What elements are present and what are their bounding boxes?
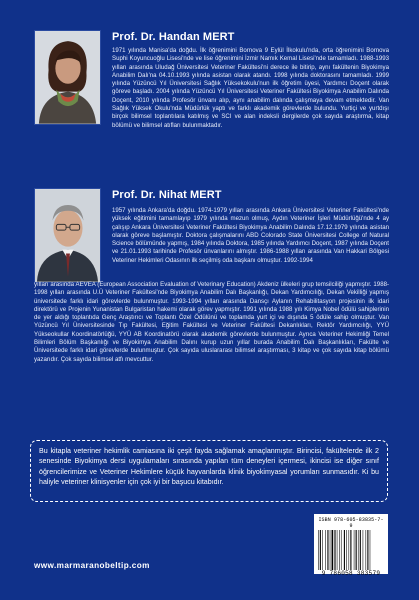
book-summary-box [30, 440, 388, 502]
isbn-number: 9 786058 383579 [321, 570, 381, 577]
barcode-bar [332, 530, 334, 570]
barcode-bar [358, 530, 359, 570]
publisher-website: www.marmaranobeltip.com [34, 561, 150, 570]
author-bio-nihat-mert-continued: yılları arasında AEVEA (European Association Evaluation of Veterinary Education) Akdeniz ülkeleri grup temsilciliği yapmıştır. 1988-1998 yılları arasında U.Ü Veteriner Fakültesi'nde Biyokimya Anabilim Dalı Başkanlığı, Dekan Yardımcılığı, Dekan Vekilliği yapmış üniversitede farklı idari görevlerde bulunmuştur. 1993-1994 yılları arasında Dansçı Aylanın Rehabilitasyon projesinin ilk idari direktörü ve Projenin Yunanistan Bulgaristan hakemi olarak görev yapmıştır. 1991 yılında 1988 yılı Kimya Nobel ödülü sahiplerinin de yer aldığı toplantıda Genç Araştırıcı ve Toplantı Özel Ödülünü ve toplamda yurt içi ve dışında 5 ödüle sahip olmuştur. Van Yüzüncü Yıl Üniversitesinde Tıp Fakültesi, Eğitim Fakültesi ve Veteriner Fakültesi Dekanlıkları, Rektör Yardımcılığı, YYÜ Yükseokullar Koordinatörlüğü, YYÜ AB Koordinatörü olarak akademik görevlerde bulunmuştur. Ayrıca Veteriner Hekimliği Temel Bilimleri Bölüm Başkanlığı ve Biyokimya Anabilim Dalını kurup uzun yıllar burada Anabilim Dalı Başkanlıkları, Fakülte ve Üniversitede farklı idari görevlerde bulunmuştur. Çok sayıda uluslararası bilimsel araştırması, 3 kitap ve çok sayıda kitap bölümü yazarıdır. Çok sayıda bilimsel atfı mevcuttur. [34, 281, 389, 363]
barcode-bar [349, 530, 350, 570]
barcode-bar [320, 530, 321, 570]
barcode-bar [318, 530, 319, 570]
barcode-bar [346, 530, 347, 570]
barcode-bar [344, 530, 345, 570]
author-photo-handan-mert [34, 30, 101, 125]
barcode-bar [356, 530, 357, 570]
barcode-bar [350, 530, 351, 570]
barcode-bar [339, 530, 340, 570]
barcode-bar [330, 530, 331, 570]
barcode-bar [367, 530, 368, 570]
barcode-bar [327, 530, 328, 570]
barcode-icon [317, 530, 385, 570]
author-bio-handan-mert: 1971 yılında Manisa'da doğdu. İlk öğrenimini Bornova 9 Eylül İlkokulu'nda, orta öğrenimini Bornova Suphi Koyuncuoğlu Lisesi'nde ve lise öğrenimini İzmir Namık Kemal Lisesi'nde tamamladı. 1988-1993 yılları arasında Uludağ Üniversitesi Veteriner Fakültesi'ni derece ile bitirip, aynı fakültenin Biyokimya Anabilim Dalı'na 04.10.1993 yılında asistan olarak atandı. 1998 yılında doktorasını tamamladı. 1999 yılında Yüzüncü Yıl Üniversitesi Sağlık Yüksekokulu'nun ilk öğretim üyesi, Yardımcı Doçent olarak göreve başladı. 2004 yılında Yüzüncü Yıl Üniversitesi Veteriner Fakültesi Biyokimya Anabilim Dalında Doçent, 2010 yılında Profesör ünvanı alıp, aynı anabilim dalında çalışmaya devam etmektedir. Van Sağlık Yüksek Okulu'nda Müdürlük yaptı ve farklı akademik görevlerde bulundu. Yurtiçi ve yurtdışı birçok bilimsel toplantılara katılmış ve SCI ve alan indeksli dergilerde çok sayıda araştırma, kitap bölümü ve bilimsel atıfları bulunmaktadır. [112, 47, 389, 129]
barcode-bar [337, 530, 338, 570]
portrait-image [35, 189, 100, 282]
barcode-bar [354, 530, 355, 570]
barcode-bar [370, 530, 371, 570]
barcode-bar [334, 530, 335, 570]
barcode-bar [366, 530, 367, 570]
author-name-handan-mert: Prof. Dr. Handan MERT [112, 31, 235, 43]
barcode-bar [360, 530, 361, 570]
author-bio-nihat-mert-top: 1957 yılında Ankara'da doğdu. 1974-1979 yılları arasında Ankara Üniversitesi Veteriner Fakültesi'nde yüksek eğitimini tamamlayıp 1979 yılında mezun olmuş, Aydın Veteriner İşleri Müdürlüğü'nde 4 ay çalışıp Ankara Üniversitesi Veteriner Fakültesi Biyokimya Anabilim Dalında 17.12.1979 yılında asistan olarak göreve başlamıştır. Doktora çalışmalarını ABD Colorado State Üniversitesi College of Natural Science bölümünde yapmış, 1984 yılında Doktora, 1985 yılında Yardımcı Doçent, 1987 yılında Doçent ve 21.01.1993 tarihinde Profesör ünvanlarını almıştır. 1986-1988 yılları arasında Van Hakkari Bölgesi Veteriner Hekimleri Odasının ilk seçilmiş oda başkanı olmuştur. 1992-1994 [112, 207, 389, 264]
barcode-bar [341, 530, 342, 570]
portrait-image [35, 31, 100, 124]
barcode-bar [322, 530, 323, 570]
book-summary-text: Bu kitapla veteriner hekimlik camiasına iki çeşit fayda sağlamak amaçlanmıştır. Birincisi, fakültelerde ilk 2 senesinde Biyokimya dersi uygulamaları sırasında yapılan tüm deneyleri içermesi, ikincisi ise diğer sınıf öğrencilerimize ve Veteriner Hekimlere küçük hayvanlarda klinik biyokimyasal yorumları sunmasıdır. Ki bu haliyle veteriner klinisyenler için çok iyi bir başucu kitabıdır. [39, 447, 379, 486]
author-name-nihat-mert: Prof. Dr. Nihat MERT [112, 189, 222, 201]
isbn-label: ISBN 978-605-83835-7-9 [318, 517, 384, 529]
isbn-barcode-box [314, 514, 388, 577]
author-photo-nihat-mert [34, 188, 101, 283]
barcode-bar [325, 530, 326, 570]
barcode-bar [363, 530, 364, 570]
